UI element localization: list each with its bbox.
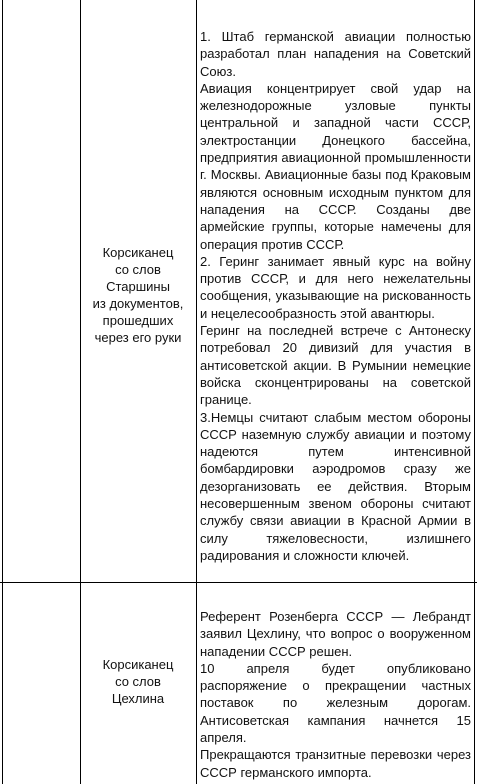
paragraph: 2. Геринг занимает явный курс на войну против СССР, и для него нежелательны сообщения, указывающие на рискованность и нецелесообразность этой авантюры. xyxy=(200,253,471,321)
row-2-content xyxy=(200,608,471,781)
paragraph: 10 апреля будет опубликовано распоряжение о прекращении частных поставок по железным дорогам. Антисоветская кампания начнется 15 апреля. xyxy=(200,660,471,746)
source-line: из документов, xyxy=(92,296,184,311)
source-line: Корсиканец xyxy=(102,245,174,260)
table-border-right xyxy=(474,0,475,784)
paragraph: Авиация концентрирует свой удар на железнодорожные узловые пункты центральной и западной части СССР, электростанции Донецкого бассейна, предприятия авиационной промышленности г. Москвы. Авиационные базы под Краковым являются основным исходным пунктом для нападения на СССР. Созданы две армейские группы, которые намечены для операция против СССР. xyxy=(200,80,471,252)
paragraph: Референт Розенберга СССР — Лебрандт заявил Цехлину, что вопрос о вооруженном нападении СССР решен. xyxy=(200,609,471,659)
row-1-source xyxy=(82,244,194,346)
paragraph: 3.Немцы считают слабым местом обороны СССР наземную службу авиации и поэтому надеются путем интенсивной бомбардировки аэродромов сразу же дезорганизовать ее действия. Вторым несовершенным звеном обороны считают службу связи авиации в Красной Армии в силу тяжеловесности, излишнего радирования и сложности ключей. xyxy=(200,409,471,563)
source-line: Цехлина xyxy=(111,691,165,706)
paragraph: 1. Штаб германской авиации полностью разработал план нападения на Советский Союз. xyxy=(200,29,471,79)
source-line: Корсиканец xyxy=(102,657,174,672)
row-1-content xyxy=(200,28,471,564)
table-column-divider-1 xyxy=(80,0,81,784)
paragraph: Прекращаются транзитные перевозки через СССР германского импорта. xyxy=(200,747,471,780)
table-column-divider-2 xyxy=(196,0,197,784)
row-divider xyxy=(0,582,477,583)
row-2-source xyxy=(82,656,194,707)
source-line: прошедших xyxy=(102,313,174,328)
source-line: Старшины xyxy=(106,279,170,294)
source-line: со слов xyxy=(115,262,161,277)
source-line: через его руки xyxy=(94,330,182,345)
paragraph: Геринг на последней встрече с Антонеску потребовал 20 дивизий для участия в антисоветской акции. В Румынии немецкие войска сконцентрированы на советской границе. xyxy=(200,323,471,408)
table-border-left xyxy=(2,0,3,784)
source-line: со слов xyxy=(115,674,161,689)
